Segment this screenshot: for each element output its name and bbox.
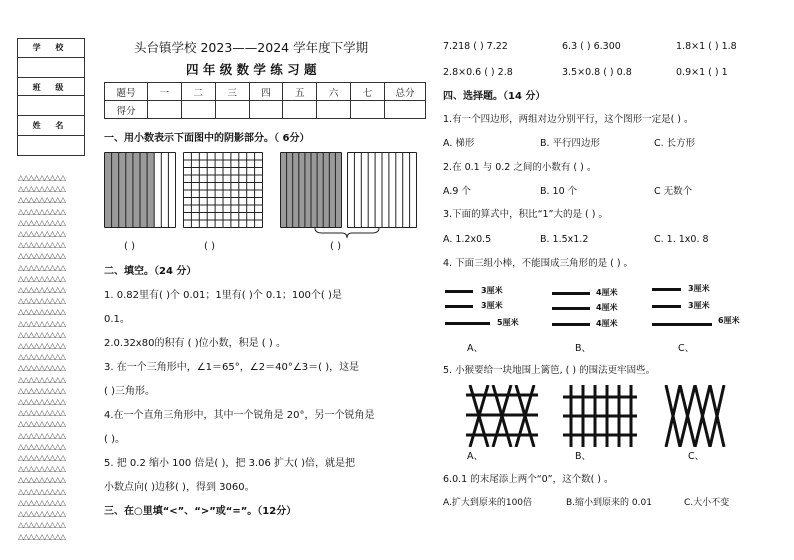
score-cell[interactable] [181,101,215,119]
q1-option-a[interactable]: A. 梯形 [443,138,475,149]
section2-heading: 二、填空。（24 分） [104,266,197,277]
binding-triangle-row: △△△△△△△△△ [18,453,66,463]
shaded-column [323,153,329,228]
student-info-box [17,38,85,156]
binding-triangle-row: △△△△△△△△△ [18,229,66,239]
fill-line-3: 2.0.32x80的积有 ( )位小数，积是 ( ) 。 [104,338,286,349]
fill-line-9: 小数点向( )边移( )，得到 3060。 [104,482,255,493]
binding-triangle-row: △△△△△△△△△ [18,184,66,194]
q4-option-c[interactable]: C、 [678,343,695,354]
score-table [104,82,426,119]
compare-1-3: 1.8×1 ( ) 1.8 [676,41,737,52]
score-cell[interactable] [215,101,249,119]
decimal-grid-2 [183,152,263,228]
stick-b2-label: 4厘米 [596,303,618,312]
score-head-total: 总分 [385,83,426,101]
score-head-4: 四 [249,83,283,101]
stick-a2-label: 3厘米 [481,301,503,310]
q2-option-c[interactable]: C 无数个 [654,186,693,197]
exam-title: 四 年 级 数 学 练 习 题 [186,62,317,77]
choice-q5: 5. 小猴要给一块地围上篱笆, ( ) 的围法更牢固些。 [443,365,656,376]
binding-triangle-row: △△△△△△△△△ [18,318,66,328]
section4-heading: 四、选择题。（14 分） [443,91,546,102]
grid3-answer[interactable]: ( ) [330,241,341,252]
fence-a-icon [466,385,538,447]
score-head-1: 一 [148,83,182,101]
score-cell[interactable] [249,101,283,119]
score-row-label: 得分 [105,101,148,119]
stick-b3 [552,323,590,326]
binding-triangle-row: △△△△△△△△△ [18,262,66,272]
shaded-column [119,153,126,228]
stick-c3 [652,323,712,326]
q6-option-a[interactable]: A.扩大到原来的100倍 [443,498,533,508]
binding-triangle-row: △△△△△△△△△ [18,285,66,295]
q3-option-c[interactable]: C. 1. 1x0. 8 [654,234,709,245]
shaded-column [105,153,112,228]
binding-triangle-row: △△△△△△△△△ [18,273,66,283]
q4-option-a[interactable]: A、 [467,343,483,354]
binding-triangle-row: △△△△△△△△△ [18,363,66,373]
fill-line-1: 1. 0.82里有( )个 0.01；1里有( )个 0.1；100个( )是 [104,290,342,301]
score-cell[interactable] [351,101,385,119]
binding-triangle-row: △△△△△△△△△ [18,486,66,496]
score-cell[interactable] [148,101,182,119]
shaded-column [112,153,119,228]
stick-a1-label: 3厘米 [481,286,503,295]
score-cell[interactable] [317,101,351,119]
binding-triangle-row: △△△△△△△△△ [18,307,66,317]
shaded-column [140,153,147,228]
binding-triangle-row: △△△△△△△△△ [18,419,66,429]
shaded-column [281,153,287,228]
fill-line-4: 3. 在一个三角形中，∠1＝65°，∠2＝40°∠3＝( )，这是 [104,362,360,373]
stick-b2 [552,307,590,310]
compare-1-1: 7.218 ( ) 7.22 [443,41,508,52]
binding-triangle-row: △△△△△△△△△ [18,251,66,261]
section3-heading: 三、在○里填“<”、“>”或“=”。（12分） [104,506,297,517]
choice-q4: 4. 下面三组小棒，不能围成三角形的是 ( ) 。 [443,258,634,269]
compare-1-2: 6.3 ( ) 6.300 [562,41,621,52]
stick-b3-label: 4厘米 [596,319,618,328]
binding-triangle-row: △△△△△△△△△ [18,341,66,351]
compare-2-2: 3.5×0.8 ( ) 0.8 [562,67,632,78]
binding-triangle-row: △△△△△△△△△ [18,475,66,485]
q2-option-a[interactable]: A.9 个 [443,186,471,197]
compare-2-3: 0.9×1 ( ) 1 [676,67,728,78]
compare-2-1: 2.8×0.6 ( ) 2.8 [443,67,513,78]
stick-a1 [445,290,473,293]
binding-triangle-row: △△△△△△△△△ [18,329,66,339]
name-label: 姓 名 [32,121,70,130]
stick-a2 [445,305,473,308]
binding-triangle-row: △△△△△△△△△ [18,397,66,407]
fill-line-7: ( )。 [104,434,125,445]
fence-c-icon [664,385,726,447]
stick-a3 [445,322,490,325]
binding-triangle-row: △△△△△△△△△ [18,217,66,227]
shaded-column [126,153,133,228]
stick-c1-label: 3厘米 [688,284,710,293]
binding-triangle-row: △△△△△△△△△ [18,531,66,541]
stick-c1 [652,288,681,291]
score-head-0: 题号 [105,83,148,101]
grid2-answer[interactable]: ( ) [204,241,215,252]
binding-triangle-row: △△△△△△△△△ [18,430,66,440]
binding-triangle-row: △△△△△△△△△ [18,497,66,507]
binding-triangle-row: △△△△△△△△△ [18,520,66,530]
stick-a3-label: 5厘米 [497,318,519,327]
shaded-column [133,153,140,228]
binding-triangle-row: △△△△△△△△△ [18,195,66,205]
q6-option-b[interactable]: B.缩小到原来的 0.01 [566,498,652,508]
q6-option-c[interactable]: C.大小不变 [684,498,730,508]
shaded-column [305,153,311,228]
score-head-2: 二 [181,83,215,101]
binding-triangle-row: △△△△△△△△△ [18,240,66,250]
shaded-column [335,153,341,228]
shaded-column [317,153,323,228]
q5-option-c[interactable]: C、 [688,451,705,462]
stick-c2-label: 3厘米 [688,301,710,310]
binding-triangle-row: △△△△△△△△△ [18,408,66,418]
shaded-column [147,153,154,228]
score-head-3: 三 [215,83,249,101]
score-head-7: 七 [351,83,385,101]
q5-option-b[interactable]: B、 [575,451,592,462]
school-label: 学 校 [32,43,70,52]
binding-triangle-row: △△△△△△△△△ [18,206,66,216]
fill-line-8: 5. 把 0.2 缩小 100 倍是( )，把 3.06 扩大( )倍，就是把 [104,458,356,469]
binding-line-triangles [18,172,84,542]
school-title: 头台镇学校 2023——2024 学年度下学期 [134,40,369,55]
class-label: 班 级 [32,83,70,92]
q5-option-a[interactable]: A、 [467,451,483,462]
shaded-column [287,153,293,228]
fill-line-6: 4.在一个直角三角形中，其中一个锐角是 20°，另一个锐角是 [104,410,375,421]
binding-triangle-row: △△△△△△△△△ [18,464,66,474]
stick-b1-label: 4厘米 [596,288,618,297]
binding-triangle-row: △△△△△△△△△ [18,173,66,182]
binding-triangle-row: △△△△△△△△△ [18,509,66,519]
q3-option-b[interactable]: B. 1.5x1.2 [540,234,589,245]
q1-option-c[interactable]: C. 长方形 [654,138,696,149]
binding-triangle-row: △△△△△△△△△ [18,385,66,395]
binding-triangle-row: △△△△△△△△△ [18,296,66,306]
stick-c2 [652,305,681,308]
decimal-grid-3-right [347,152,417,228]
score-cell[interactable] [283,101,317,119]
q3-option-a[interactable]: A. 1.2x0.5 [443,234,492,245]
decimal-grid-1 [104,152,176,228]
stick-c3-label: 6厘米 [718,316,740,325]
brace-icon [314,226,380,240]
shaded-column [311,153,317,228]
stick-b1 [552,292,590,295]
binding-triangle-row: △△△△△△△△△ [18,441,66,451]
shaded-column [299,153,305,228]
fill-line-5: ( )三角形。 [104,386,155,397]
shaded-column [329,153,335,228]
choice-q1: 1.有一个四边形，两组对边分别平行，这个图形一定是( ) 。 [443,114,694,125]
score-head-6: 六 [317,83,351,101]
decimal-grid-3-left [280,152,342,228]
score-cell[interactable] [385,101,426,119]
binding-triangle-row: △△△△△△△△△ [18,352,66,362]
q1-option-b[interactable]: B. 平行四边形 [540,138,601,149]
shaded-column [293,153,299,228]
q4-option-b[interactable]: B、 [575,343,592,354]
score-head-5: 五 [283,83,317,101]
grid1-answer[interactable]: ( ) [124,241,135,252]
fence-b-icon [563,385,637,447]
choice-q6: 6.0.1 的末尾添上两个“0”，这个数( ) 。 [443,474,614,485]
section1-heading: 一、用小数表示下面图中的阴影部分。（ 6分） [104,133,310,144]
choice-q3: 3.下面的算式中，积比“1”大的是 ( ) 。 [443,209,608,220]
fill-line-2: 0.1。 [104,314,130,325]
choice-q2: 2.在 0.1 与 0.2 之间的小数有 ( ) 。 [443,162,597,173]
binding-triangle-row: △△△△△△△△△ [18,374,66,384]
q2-option-b[interactable]: B. 10 个 [540,186,578,197]
